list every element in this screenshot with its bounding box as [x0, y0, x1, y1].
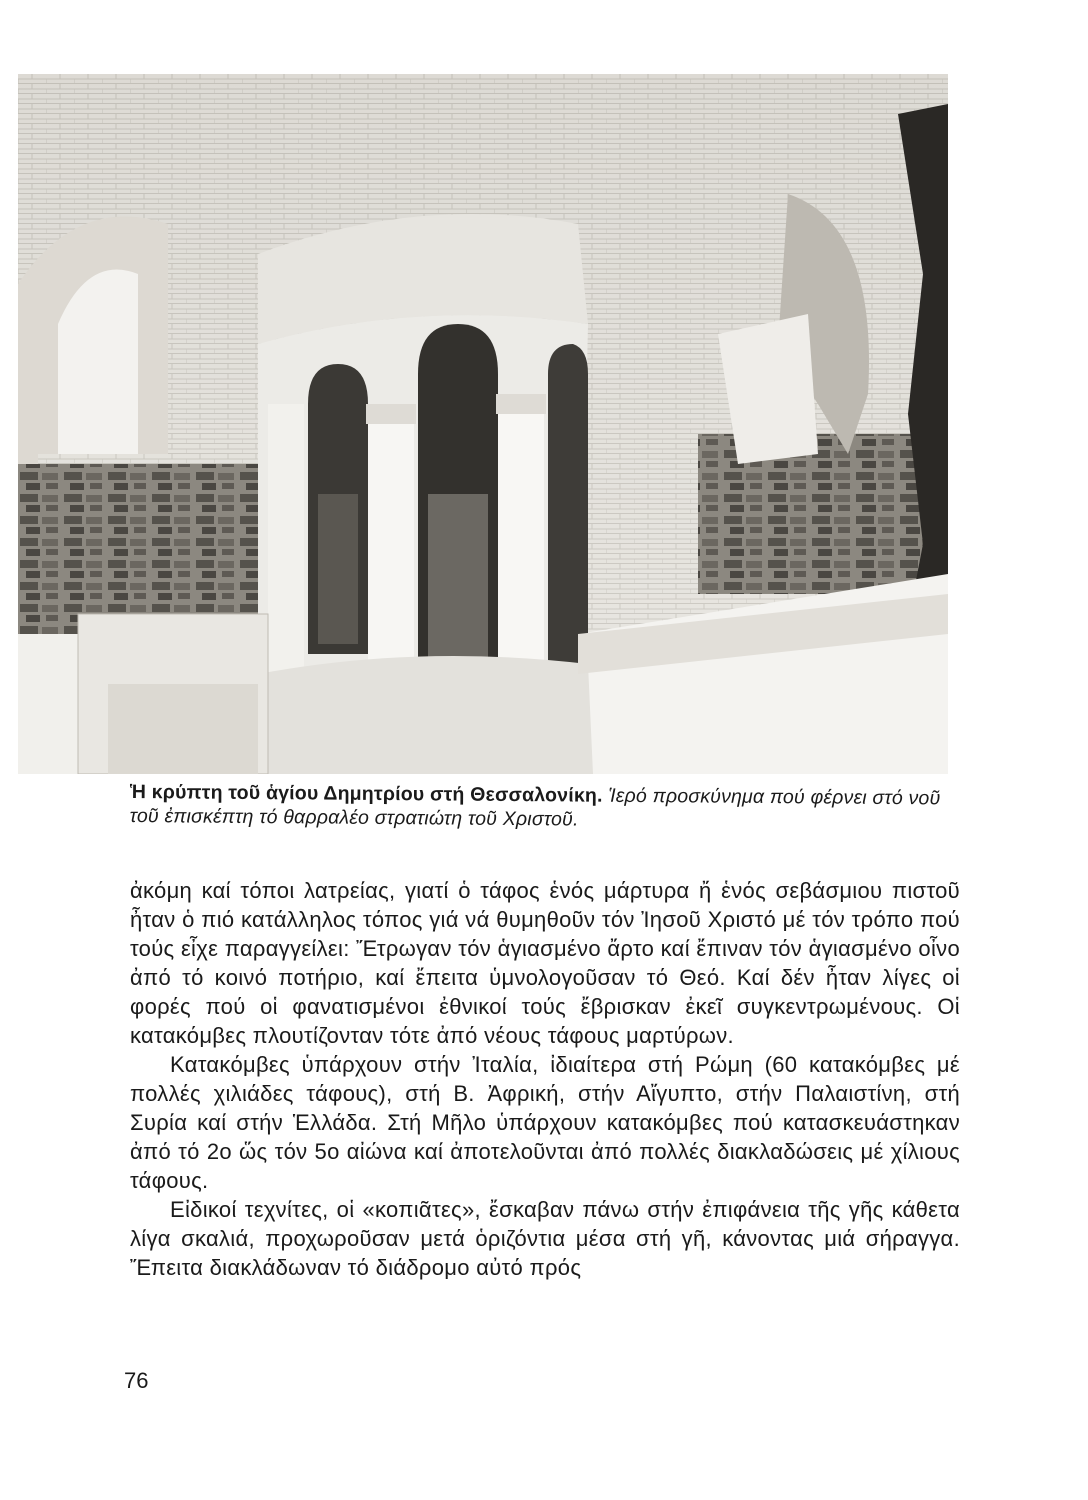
crypt-photograph	[18, 74, 948, 774]
caption-title: Ἡ κρύπτη τοῦ ἁγίου Δημητρίου στή Θεσσαλονίκη.	[129, 780, 603, 807]
paragraph-3: Εἰδικοί τεχνίτες, οἱ «κοπιᾶτες», ἔσκαβαν πάνω στήν ἐπιφάνεια τῆς γῆς κάθετα λίγα σκαλιά, προχωροῦσαν μετά ὁριζόντια μέσα στή γῆ, κάνοντας μιά σήραγγα. Ἔπειτα διακλάδωναν τό διάδρομο αὐτό πρός	[130, 1197, 960, 1280]
paragraph-1: ἀκόμη καί τόποι λατρείας, γιατί ὁ τάφος ἑνός μάρτυρα ἤ ἑνός σεβάσμιου πιστοῦ ἦταν ὁ πιό κατάλληλος τόπος γιά νά θυμηθοῦν τόν Ἰησοῦ Χριστό μέ τόν τρόπο πού τούς εἶχε παραγγείλει: Ἔτρωγαν τόν ἁγιασμένο ἄρτο καί ἔπιναν τόν ἁγιασμένο οἶνο ἀπό τό κοινό ποτήριο, καί ἔπειτα ὑμνολογοῦσαν τό Θεό. Καί δέν ἦταν λίγες οἱ φορές πού οἱ φανατισμένοι ἐθνικοί τούς ἔβρισκαν ἐκεῖ συγκεντρωμένους. Οἱ κατακόμβες πλουτίζονταν τότε ἀπό νέους τάφους μαρτύρων.	[130, 878, 960, 1048]
paragraph-2: Κατακόμβες ὑπάρχουν στήν Ἰταλία, ἰδιαίτερα στή Ρώμη (60 κατακόμβες μέ πολλές χιλιάδες τάφους), στή Β. Ἀφρική, στήν Αἴγυπτο, στήν Παλαιστίνη, στή Συρία καί στήν Ἑλλάδα. Στή Μῆλο ὑπάρχουν κατακόμβες πού κατασκευάστηκαν ἀπό τό 2ο ὥς τόν 5ο αἰώνα καί ἀποτελοῦνται ἀπό πολλές διακλαδώσεις μέ χίλιους τάφους.	[130, 1052, 960, 1193]
body-text	[130, 876, 960, 1282]
caption-description: Ἱερό προσκύνημα πού φέρνει στό νοῦ τοῦ ἐπισκέπτη τό θαρραλέο στρατιώτη τοῦ Χριστοῦ.	[129, 784, 941, 831]
figure-caption	[130, 780, 970, 835]
page-number: 76	[124, 1368, 149, 1393]
crypt-illustration	[18, 74, 948, 774]
